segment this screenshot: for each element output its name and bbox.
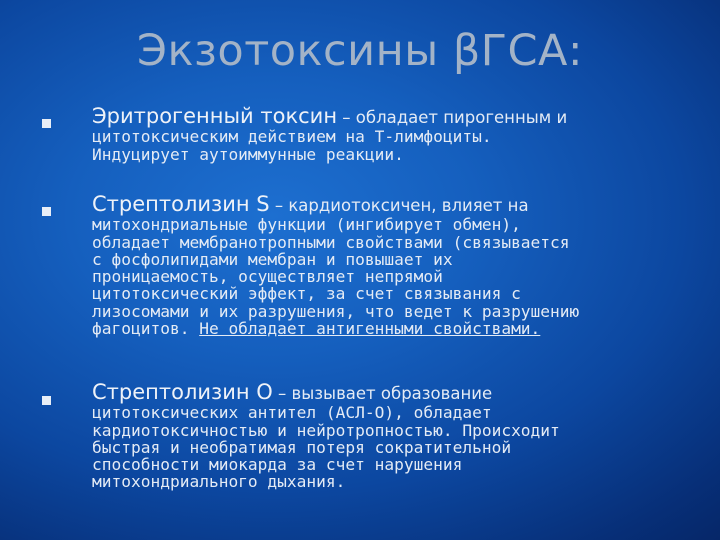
bullet-lead-rest: – обладает пирогенным и — [337, 108, 568, 127]
bullet-line: кардиотоксичностью и нейротропностью. Происходит — [92, 420, 560, 440]
bullet-line: с фосфолипидами мембран и повышает их — [92, 249, 453, 269]
bullet-line-last — [92, 320, 682, 337]
bullet-line: лизосомами и их разрушения, что ведет к разрушению — [92, 301, 580, 321]
bullet-marker-icon — [42, 119, 51, 128]
bullet-line: обладает мембранотропными свойствами (связывается — [92, 232, 570, 252]
bullet-text — [92, 380, 682, 492]
bullet-lead-term: Эритрогенный токсин — [92, 104, 338, 128]
bullet-lead-line — [92, 380, 682, 404]
bullet-text — [92, 104, 682, 164]
bullet-marker-icon — [42, 396, 51, 405]
bullet-line: проницаемость, осуществляет непрямой — [92, 267, 443, 287]
bullet-line: Индуцирует аутоиммунные реакции. — [92, 144, 404, 164]
bullet-lead-line — [92, 104, 682, 128]
bullet-line: цитотоксическим действием на Т-лимфоциты. — [92, 127, 492, 147]
bullet-line: митохондриального дыхания. — [92, 472, 346, 492]
bullet-line: способности миокарда за счет нарушения — [92, 455, 463, 475]
bullet-marker-icon — [42, 207, 51, 216]
underlined-statement: Не обладает антигенными свойствами. — [199, 319, 541, 339]
bullet-line: быстрая и необратимая потеря сократительной — [92, 437, 512, 457]
bullet-lead-term: Стрептолизин О — [92, 380, 273, 404]
bullet-lead-term: Стрептолизин S — [92, 192, 270, 216]
bullet-lead-rest: – кардиотоксичен, влияет на — [269, 196, 529, 215]
bullet-line: цитотоксический эффект, за счет связывания с — [92, 284, 521, 304]
bullet-lead-rest: – вызывает образование — [272, 384, 493, 403]
bullet-line: митохондриальные функции (ингибирует обмен), — [92, 215, 521, 235]
bullet-text — [92, 192, 682, 339]
slide-title: Экзотоксины βГСА: — [137, 26, 583, 76]
bullet-line: цитотоксических антител (АСЛ-О), обладает — [92, 403, 492, 423]
bullet-line-plain: фагоцитов. — [92, 319, 200, 339]
bullet-lead-line — [92, 192, 682, 216]
